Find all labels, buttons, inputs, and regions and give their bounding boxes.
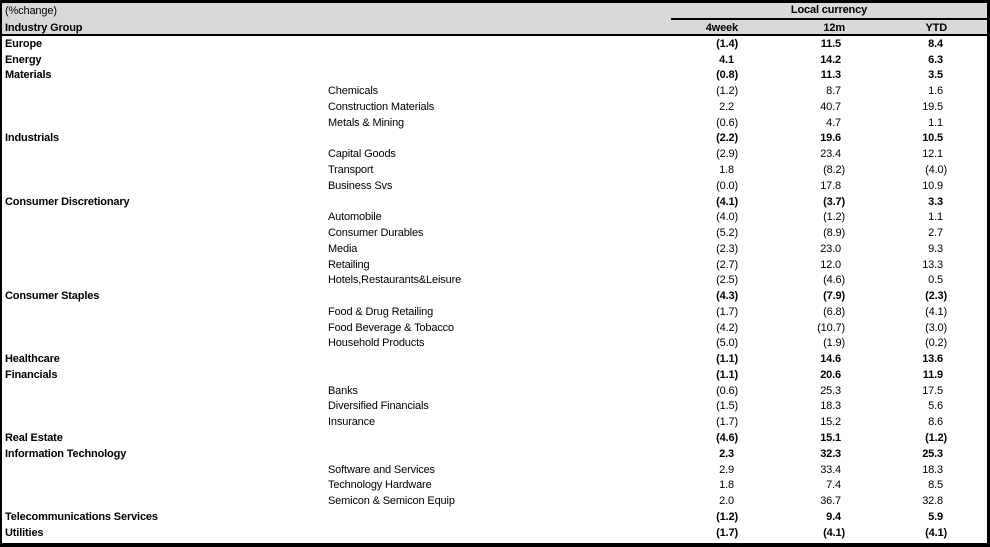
row-label: Healthcare: [5, 353, 60, 366]
column-header: 4week: [705, 22, 738, 34]
table-row: [2, 225, 987, 241]
row-values: [671, 180, 987, 192]
value-cell: (0.6): [716, 116, 738, 129]
value-cell: 5.6: [928, 400, 943, 413]
table-row: [2, 194, 987, 210]
value-cell: (2.3): [716, 242, 738, 255]
row-label: Media: [328, 242, 358, 255]
value-cell: 9.3: [928, 242, 943, 255]
value-cell: (1.2): [823, 211, 845, 224]
value-cell: 13.3: [922, 258, 943, 271]
value-cell: 6.3: [928, 53, 943, 66]
value-cell: 15.1: [820, 432, 841, 445]
value-cell: (1.2): [716, 510, 738, 523]
row-values: [671, 259, 987, 271]
value-cell: 23.4: [820, 148, 841, 161]
value-cell: 8.5: [928, 479, 943, 492]
row-label: Europe: [5, 37, 42, 50]
row-values: [671, 448, 987, 460]
row-label: Real Estate: [5, 432, 63, 445]
table-row: [2, 399, 987, 415]
row-values: [671, 101, 987, 113]
value-cell: 19.6: [820, 132, 841, 145]
row-values: [671, 117, 987, 129]
row-label: Technology Hardware: [328, 479, 432, 492]
table-row: [2, 146, 987, 162]
value-cell: 18.3: [922, 463, 943, 476]
value-cell: 18.3: [820, 400, 841, 413]
row-values: [671, 38, 987, 50]
row-label: Semicon & Semicon Equip: [328, 495, 455, 508]
row-values: [671, 400, 987, 412]
row-label: Insurance: [328, 416, 375, 429]
row-label: Software and Services: [328, 463, 435, 476]
row-label: Food Beverage & Tobacco: [328, 321, 454, 334]
column-header: 12m: [823, 22, 845, 34]
table-row: [2, 272, 987, 288]
value-cell: 40.7: [820, 100, 841, 113]
value-cell: (7.9): [823, 290, 845, 303]
row-label: Retailing: [328, 258, 370, 271]
percent-change-label: (%change): [5, 5, 57, 17]
table-row: [2, 509, 987, 525]
value-cell: 15.2: [820, 416, 841, 429]
row-label: Food & Drug Retailing: [328, 305, 434, 318]
table-row: [2, 430, 987, 446]
value-cell: (4.1): [925, 305, 947, 318]
value-cell: 1.1: [928, 211, 943, 224]
row-values: [671, 479, 987, 491]
value-cell: (0.0): [716, 179, 738, 192]
row-label: Chemicals: [328, 85, 378, 98]
value-cell: (1.9): [823, 337, 845, 350]
table-row: [2, 288, 987, 304]
value-cell: 8.4: [928, 37, 943, 50]
row-label: Energy: [5, 53, 42, 66]
value-cell: 17.5: [922, 384, 943, 397]
row-values: [671, 464, 987, 476]
local-currency-span: [671, 3, 987, 20]
value-cell: 12.0: [820, 258, 841, 271]
value-cell: (3.7): [823, 195, 845, 208]
value-cell: (1.5): [716, 400, 738, 413]
row-label: Industrials: [5, 132, 59, 145]
table-row: [2, 209, 987, 225]
value-cell: 25.3: [820, 384, 841, 397]
value-cell: 10.9: [922, 179, 943, 192]
value-cell: (0.8): [716, 69, 738, 82]
table-row: [2, 383, 987, 399]
value-cell: 23.0: [820, 242, 841, 255]
value-cell: (2.9): [716, 148, 738, 161]
value-cell: 14.6: [820, 353, 841, 366]
value-cell: 2.9: [719, 463, 734, 476]
value-cell: (0.2): [925, 337, 947, 350]
value-cell: 14.2: [820, 53, 841, 66]
value-cell: (1.4): [716, 37, 738, 50]
table-row: [2, 241, 987, 257]
column-header: YTD: [925, 22, 947, 34]
value-cell: (2.7): [716, 258, 738, 271]
value-cell: 10.5: [922, 132, 943, 145]
header-row-columns: [2, 20, 987, 36]
value-cell: 11.5: [820, 37, 841, 50]
value-cell: 36.7: [820, 495, 841, 508]
row-label: Diversified Financials: [328, 400, 429, 413]
row-label: Materials: [5, 69, 52, 82]
row-values: [671, 196, 987, 208]
table-row: [2, 162, 987, 178]
row-values: [671, 306, 987, 318]
table-row: [2, 525, 987, 541]
table-row: [2, 493, 987, 509]
table-body: [2, 36, 987, 541]
value-cell: 1.8: [719, 479, 734, 492]
value-cell: 11.9: [922, 368, 943, 381]
row-values: [671, 337, 987, 349]
industry-group-header: Industry Group: [5, 22, 83, 34]
value-cell: 4.1: [719, 53, 734, 66]
value-cell: 13.6: [922, 353, 943, 366]
value-cell: (10.7): [817, 321, 845, 334]
table-row: [2, 477, 987, 493]
value-cell: (4.2): [716, 321, 738, 334]
value-cell: (1.2): [925, 432, 947, 445]
value-cell: (4.1): [925, 526, 947, 539]
row-values: [671, 432, 987, 444]
row-label: Financials: [5, 368, 58, 381]
table-row: [2, 131, 987, 147]
row-values: [671, 274, 987, 286]
row-values: [671, 495, 987, 507]
header-row-top: [2, 3, 987, 20]
value-cell: (2.3): [925, 290, 947, 303]
row-label: Metals & Mining: [328, 116, 405, 129]
value-cell: (3.0): [925, 321, 947, 334]
value-cell: 11.3: [820, 69, 841, 82]
row-label: Capital Goods: [328, 148, 396, 161]
row-label: Banks: [328, 384, 358, 397]
row-label: Transport: [328, 164, 374, 176]
table-row: [2, 115, 987, 131]
value-cell: (1.2): [716, 85, 738, 98]
table-row: [2, 257, 987, 273]
value-cell: (1.7): [716, 416, 738, 429]
value-cell: (1.7): [716, 526, 738, 539]
table-row: [2, 52, 987, 68]
row-values: [671, 290, 987, 302]
local-currency-label: Local currency: [790, 4, 868, 16]
value-cell: 2.0: [719, 495, 734, 508]
value-cell: (6.8): [823, 305, 845, 318]
table-row: [2, 351, 987, 367]
table-row: [2, 83, 987, 99]
table-row: [2, 68, 987, 84]
table-row: [2, 336, 987, 352]
value-cell: (8.2): [823, 164, 845, 176]
value-cell: 32.8: [922, 495, 943, 508]
value-cell: 3.5: [928, 69, 943, 82]
value-cell: (4.0): [925, 164, 947, 176]
table-row: [2, 446, 987, 462]
row-values: [671, 243, 987, 255]
table-row: [2, 36, 987, 52]
value-cell: 19.5: [922, 100, 943, 113]
value-cell: 0.5: [928, 274, 943, 287]
value-cell: (4.3): [716, 290, 738, 303]
row-values: [671, 211, 987, 223]
row-label: Telecommunications Services: [5, 510, 158, 523]
value-cell: 2.2: [719, 100, 734, 113]
row-label: Household Products: [328, 337, 425, 350]
table-row: [2, 414, 987, 430]
table-row: [2, 462, 987, 478]
value-cell: (8.9): [823, 227, 845, 240]
value-cell: (4.1): [823, 526, 845, 539]
row-values: [671, 369, 987, 381]
row-values: [671, 227, 987, 239]
value-cell: 1.8: [719, 164, 734, 176]
row-label: Information Technology: [5, 447, 127, 460]
row-label: Consumer Staples: [5, 290, 100, 303]
value-cell: 32.3: [820, 447, 841, 460]
table-row: [2, 99, 987, 115]
row-values: [671, 511, 987, 523]
row-values: [671, 322, 987, 334]
value-cell: 17.8: [820, 179, 841, 192]
value-cell: 1.1: [928, 116, 943, 129]
row-label: Hotels,Restaurants&Leisure: [328, 274, 462, 287]
value-cell: 4.7: [826, 116, 841, 129]
value-cell: (4.1): [716, 195, 738, 208]
row-label: Business Svs: [328, 179, 393, 192]
value-cell: 2.3: [719, 447, 734, 460]
value-cell: 20.6: [820, 368, 841, 381]
value-cell: 25.3: [922, 447, 943, 460]
value-cell: (0.6): [716, 384, 738, 397]
row-values: [671, 85, 987, 97]
row-label: Consumer Discretionary: [5, 195, 130, 208]
value-cell: 8.6: [928, 416, 943, 429]
value-cell: 8.7: [826, 85, 841, 98]
value-cell: (5.0): [716, 337, 738, 350]
table-row: [2, 304, 987, 320]
row-label: Automobile: [328, 211, 382, 224]
value-cell: (4.6): [716, 432, 738, 445]
row-values: [671, 164, 987, 176]
table-row: [2, 367, 987, 383]
row-label: Consumer Durables: [328, 227, 424, 240]
value-cell: (4.0): [716, 211, 738, 224]
value-cell: 2.7: [928, 227, 943, 240]
value-cell: (4.6): [823, 274, 845, 287]
value-cell: 9.4: [826, 510, 841, 523]
value-cell: 33.4: [820, 463, 841, 476]
value-cell: 3.3: [928, 195, 943, 208]
row-values: [671, 353, 987, 365]
value-cell: 7.4: [826, 479, 841, 492]
row-label: Utilities: [5, 526, 44, 539]
value-cell: (2.5): [716, 274, 738, 287]
row-values: [671, 54, 987, 66]
column-headers: [671, 22, 987, 34]
value-cell: (1.1): [716, 353, 738, 366]
value-cell: (1.7): [716, 305, 738, 318]
table-header: [2, 3, 987, 36]
row-values: [671, 416, 987, 428]
row-values: [671, 148, 987, 160]
value-cell: (5.2): [716, 227, 738, 240]
value-cell: 1.6: [928, 85, 943, 98]
row-values: [671, 132, 987, 144]
row-values: [671, 385, 987, 397]
value-cell: (2.2): [716, 132, 738, 145]
table-row: [2, 320, 987, 336]
value-cell: 5.9: [928, 510, 943, 523]
row-label: Construction Materials: [328, 100, 435, 113]
value-cell: (1.1): [716, 368, 738, 381]
row-values: [671, 69, 987, 81]
row-values: [671, 527, 987, 539]
table-row: [2, 178, 987, 194]
value-cell: 12.1: [922, 148, 943, 161]
